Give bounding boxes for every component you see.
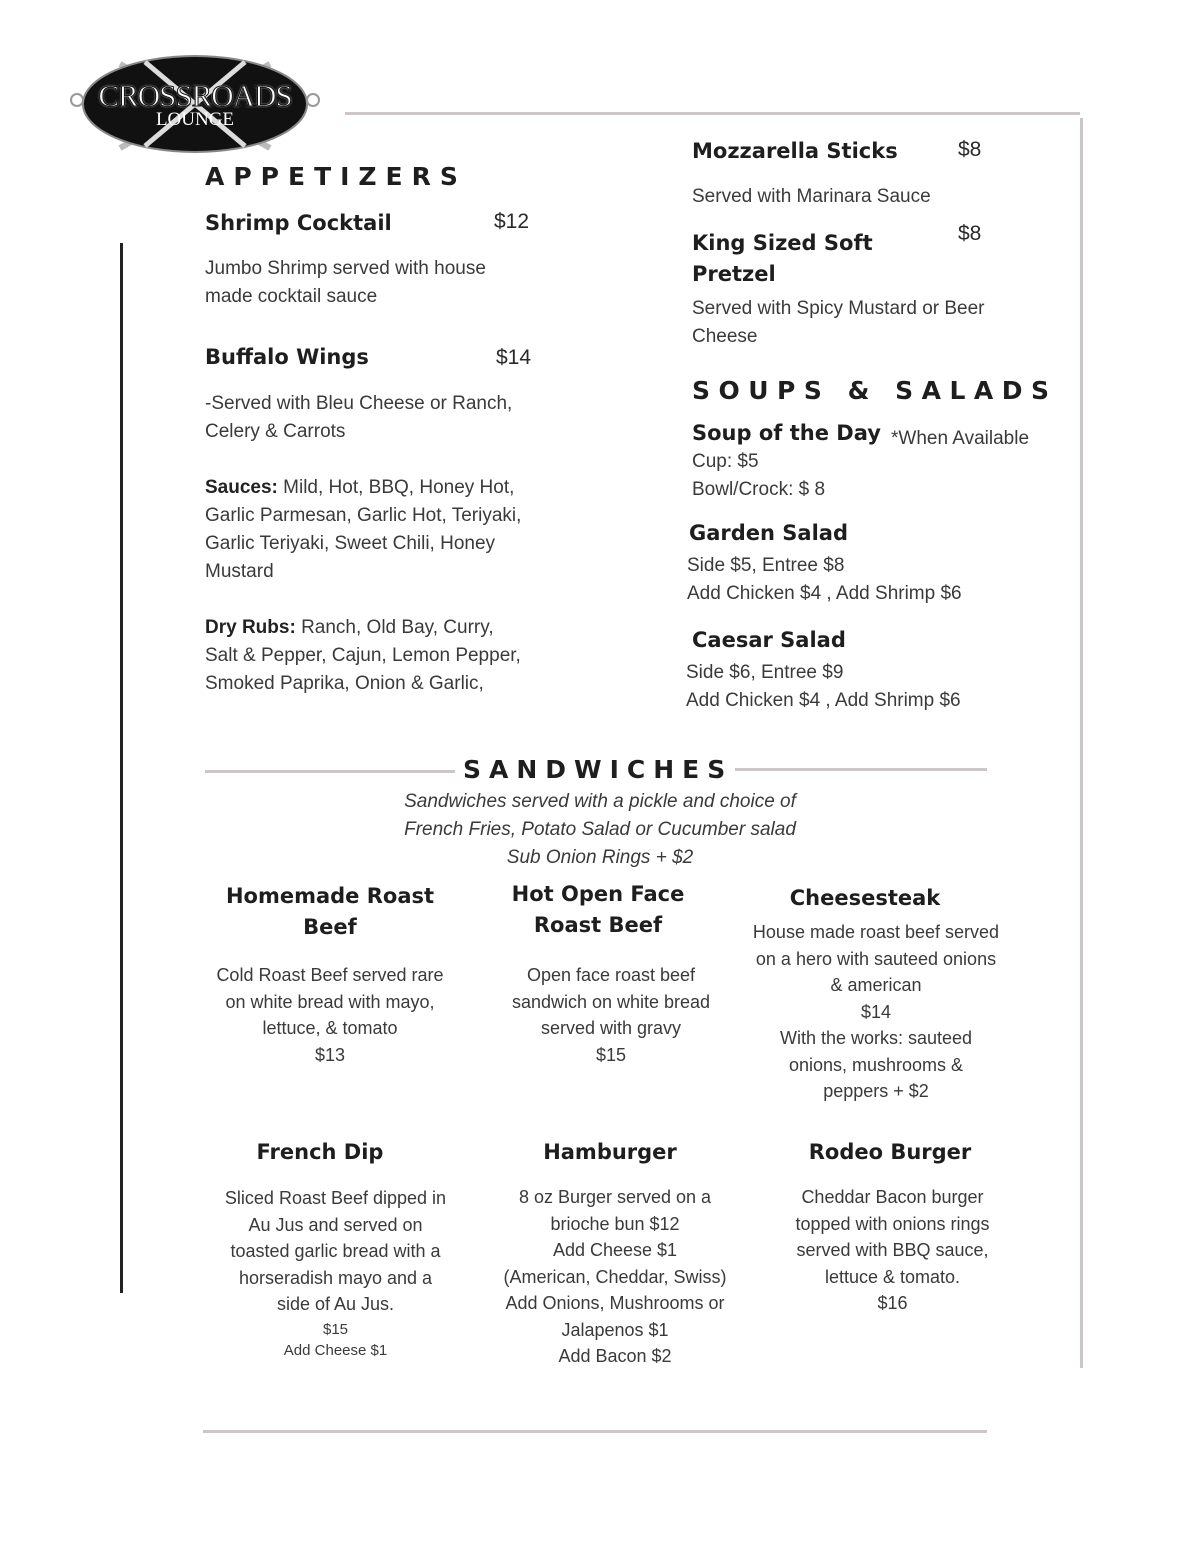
open-name: Hot Open Face Roast Beef <box>511 882 685 937</box>
burger-add-cheese: Add Cheese $1 <box>552 1240 678 1260</box>
sandwiches-rule-right <box>735 768 987 771</box>
wings-desc: -Served with Bleu Cheese or Ranch, Celery & Carrots <box>205 393 513 442</box>
wings-sauces <box>205 474 530 586</box>
caesar-line1: Side $6, Entree $9 <box>686 662 844 683</box>
burger-name: Hamburger <box>543 1140 677 1164</box>
sauces-list: Mild, Hot, BBQ, Honey Hot, Garlic Parmesan, Garlic Hot, Teriyaki, Garlic Teriyaki, Sweet Chili, Honey Mustard <box>205 477 522 582</box>
wings-rubs <box>205 614 530 698</box>
open-desc: Open face roast beef sandwich on white bread served with gravy <box>511 965 711 1038</box>
burger-add-toppings: Add Onions, Mushrooms or Jalapenos $1 <box>505 1293 725 1340</box>
shrimp-price: $12 <box>494 210 530 233</box>
rodeo-name: Rodeo Burger <box>808 1140 972 1164</box>
garden-line1: Side $5, Entree $8 <box>687 555 845 576</box>
right-border <box>1080 118 1083 1368</box>
caesar-line2: Add Chicken $4 , Add Shrimp $6 <box>686 690 961 711</box>
cheesesteak-desc: House made roast beef served on a hero with sauteed onions & american <box>752 922 1000 995</box>
logo <box>65 52 325 156</box>
rubs-label: Dry Rubs: <box>205 617 296 638</box>
bottom-rule <box>203 1430 987 1433</box>
dip-price: $15 <box>322 1321 349 1338</box>
roast-price: $13 <box>314 1045 346 1065</box>
logo-line2: LOUNGE <box>155 109 235 130</box>
cheesesteak-price: $14 <box>860 1002 892 1022</box>
cheesesteak-works: With the works: sauteed onions, mushrooms & peppers + $2 <box>779 1028 973 1101</box>
dip-desc: Sliced Roast Beef dipped in Au Jus and served on toasted garlic bread with a horseradish mayo and a side of Au Jus. <box>224 1188 447 1314</box>
top-rule <box>345 112 1080 115</box>
garden-name: Garden Salad <box>689 521 848 545</box>
burger-add-bacon: Add Bacon $2 <box>558 1346 672 1366</box>
pretzel-desc: Served with Spicy Mustard or Beer Cheese <box>692 298 985 347</box>
wings-price: $14 <box>496 346 532 369</box>
pretzel-name: King Sized Soft Pretzel <box>692 231 873 286</box>
soup-name: Soup of the Day <box>692 421 881 445</box>
left-border <box>120 243 123 1293</box>
dip-addon: Add Cheese $1 <box>283 1342 388 1359</box>
burger-cheese-types: (American, Cheddar, Swiss) <box>503 1267 727 1287</box>
soup-note: *When Available <box>891 428 1030 449</box>
caesar-name: Caesar Salad <box>692 628 846 652</box>
shrimp-desc: Jumbo Shrimp served with house made cocktail sauce <box>205 258 486 307</box>
sauces-label: Sauces: <box>205 477 278 498</box>
logo-line1: CROSSROADS <box>98 78 292 113</box>
mozz-price: $8 <box>958 138 982 161</box>
appetizers-heading: APPETIZERS <box>205 162 467 191</box>
open-price: $15 <box>595 1045 627 1065</box>
dip-name: French Dip <box>256 1140 384 1164</box>
soup-cup: Cup: $5 <box>692 451 759 472</box>
mozz-desc: Served with Marinara Sauce <box>692 186 931 207</box>
roast-desc: Cold Roast Beef served rare on white bread with mayo, lettuce, & tomato <box>216 965 444 1038</box>
wings-name: Buffalo Wings <box>205 345 369 369</box>
rubs-list: Ranch, Old Bay, Curry, Salt & Pepper, Cajun, Lemon Pepper, Smoked Paprika, Onion & Garlic, <box>205 617 521 694</box>
garden-line2: Add Chicken $4 , Add Shrimp $6 <box>687 583 962 604</box>
sandwiches-intro-2: French Fries, Potato Salad or Cucumber salad <box>404 819 796 840</box>
sandwiches-intro-3: Sub Onion Rings + $2 <box>506 847 694 868</box>
shrimp-name: Shrimp Cocktail <box>205 211 392 235</box>
roast-name: Homemade Roast Beef <box>225 884 435 939</box>
pretzel-price: $8 <box>958 222 982 245</box>
sandwiches-rule-left <box>205 770 455 773</box>
burger-desc: 8 oz Burger served on a brioche bun $12 <box>518 1187 712 1234</box>
rodeo-price: $16 <box>877 1293 908 1313</box>
soup-bowl: Bowl/Crock: $ 8 <box>692 479 826 500</box>
rodeo-desc: Cheddar Bacon burger topped with onions rings served with BBQ sauce, lettuce & tomato. <box>795 1187 990 1287</box>
sandwiches-intro-1: Sandwiches served with a pickle and choice of <box>404 791 796 812</box>
sandwiches-heading: SANDWICHES <box>463 755 734 784</box>
mozz-name: Mozzarella Sticks <box>692 139 898 163</box>
soups-heading: SOUPS & SALADS <box>692 376 1058 405</box>
cheesesteak-name: Cheesesteak <box>789 886 941 910</box>
